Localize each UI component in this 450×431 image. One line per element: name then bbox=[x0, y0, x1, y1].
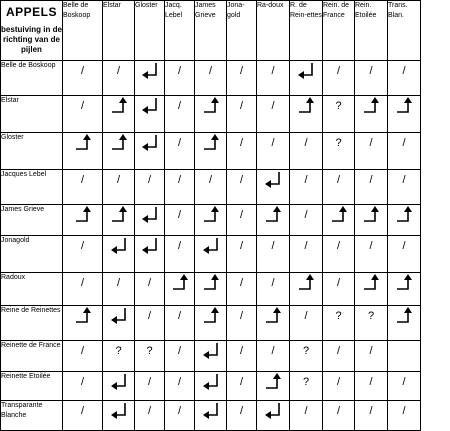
slash-mark: / bbox=[336, 240, 341, 252]
table-cell bbox=[227, 96, 257, 133]
arrow-left-icon bbox=[264, 401, 282, 419]
arrow-up-icon bbox=[74, 306, 92, 324]
column-header: Elstar bbox=[103, 1, 135, 61]
column-header: Trans. Blan. bbox=[388, 1, 421, 61]
slash-mark: / bbox=[177, 209, 182, 221]
table-row bbox=[1, 273, 421, 306]
arrow-up-icon bbox=[74, 133, 92, 151]
table-cell bbox=[290, 96, 323, 133]
table-cell bbox=[195, 133, 227, 170]
row-header: Gloster bbox=[1, 133, 63, 170]
table-cell bbox=[355, 401, 388, 431]
table-cell bbox=[355, 306, 388, 341]
arrow-left-icon bbox=[202, 372, 220, 390]
row-header: Radoux bbox=[1, 273, 63, 306]
table-cell bbox=[355, 61, 388, 96]
arrow-up-icon bbox=[202, 205, 220, 223]
slash-mark: / bbox=[336, 65, 341, 77]
arrow-up-icon bbox=[110, 96, 128, 114]
table-cell bbox=[290, 372, 323, 401]
slash-mark: / bbox=[80, 405, 85, 417]
slash-mark: / bbox=[80, 65, 85, 77]
table-cell bbox=[135, 401, 165, 431]
arrow-left-icon bbox=[202, 341, 220, 359]
arrow-left-icon bbox=[141, 61, 159, 79]
table-cell bbox=[165, 372, 195, 401]
slash-mark: / bbox=[239, 209, 244, 221]
arrow-up-icon bbox=[395, 273, 413, 291]
table-cell bbox=[227, 61, 257, 96]
slash-mark: / bbox=[239, 345, 244, 357]
table-cell bbox=[63, 401, 103, 431]
table-cell bbox=[388, 306, 421, 341]
slash-mark: / bbox=[271, 65, 275, 77]
slash-mark: / bbox=[116, 277, 121, 289]
table-cell bbox=[290, 205, 323, 236]
table-cell bbox=[103, 133, 135, 170]
table-row bbox=[1, 205, 421, 236]
slash-mark: / bbox=[271, 277, 275, 289]
slash-mark: / bbox=[177, 100, 182, 112]
slash-mark: / bbox=[147, 310, 152, 322]
table-cell bbox=[355, 236, 388, 273]
arrow-left-icon bbox=[264, 170, 282, 188]
arrow-up-icon bbox=[202, 133, 220, 151]
table-cell bbox=[323, 61, 355, 96]
table-cell bbox=[290, 273, 323, 306]
table-cell bbox=[165, 61, 195, 96]
slash-mark: / bbox=[369, 137, 373, 149]
row-header: Reinette Etoilée bbox=[1, 372, 63, 401]
table-cell bbox=[135, 372, 165, 401]
question-mark: ? bbox=[335, 100, 342, 112]
table-cell bbox=[323, 341, 355, 372]
table-cell bbox=[323, 401, 355, 431]
row-header: Reinette de France bbox=[1, 341, 63, 372]
table-cell bbox=[63, 273, 103, 306]
table-cell bbox=[63, 205, 103, 236]
table-cell bbox=[257, 236, 290, 273]
arrow-up-icon bbox=[362, 96, 380, 114]
slash-mark: / bbox=[80, 277, 85, 289]
slash-mark: / bbox=[369, 376, 373, 388]
row-header: Reine de Reinettes bbox=[1, 306, 63, 341]
arrow-up-icon bbox=[202, 273, 220, 291]
table-cell bbox=[388, 96, 421, 133]
slash-mark: / bbox=[80, 174, 85, 186]
question-mark: ? bbox=[146, 345, 153, 357]
row-header: James Grieve bbox=[1, 205, 63, 236]
table-cell bbox=[323, 170, 355, 205]
slash-mark: / bbox=[304, 209, 308, 221]
table-cell bbox=[103, 401, 135, 431]
slash-mark: / bbox=[369, 405, 373, 417]
slash-mark: / bbox=[80, 100, 85, 112]
table-body bbox=[1, 61, 421, 431]
slash-mark: / bbox=[239, 310, 244, 322]
table-cell bbox=[290, 170, 323, 205]
table-cell bbox=[165, 205, 195, 236]
slash-mark: / bbox=[177, 240, 182, 252]
slash-mark: / bbox=[336, 405, 341, 417]
table-row bbox=[1, 372, 421, 401]
column-header: R. de Rein-ettes bbox=[290, 1, 323, 61]
slash-mark: / bbox=[208, 65, 213, 77]
slash-mark: / bbox=[402, 65, 406, 77]
table-cell bbox=[165, 96, 195, 133]
arrow-left-icon bbox=[141, 133, 159, 151]
arrow-up-icon bbox=[297, 273, 315, 291]
table-row bbox=[1, 236, 421, 273]
row-header: Belle de Boskoop bbox=[1, 61, 63, 96]
table-cell bbox=[165, 170, 195, 205]
table-cell bbox=[290, 61, 323, 96]
slash-mark: / bbox=[239, 100, 244, 112]
table-cell bbox=[388, 273, 421, 306]
slash-mark: / bbox=[336, 174, 341, 186]
slash-mark: / bbox=[177, 345, 182, 357]
table-cell bbox=[323, 306, 355, 341]
row-header: Elstar bbox=[1, 96, 63, 133]
table-cell bbox=[388, 170, 421, 205]
table-cell bbox=[257, 273, 290, 306]
table-cell bbox=[323, 133, 355, 170]
table-cell bbox=[135, 96, 165, 133]
table-cell bbox=[135, 341, 165, 372]
table-cell bbox=[63, 306, 103, 341]
question-mark: ? bbox=[115, 345, 122, 357]
slash-mark: / bbox=[369, 65, 373, 77]
slash-mark: / bbox=[304, 310, 308, 322]
table-cell bbox=[388, 401, 421, 431]
table-cell bbox=[227, 372, 257, 401]
table-cell bbox=[355, 273, 388, 306]
arrow-left-icon bbox=[110, 372, 128, 390]
table-cell bbox=[165, 133, 195, 170]
arrow-left-icon bbox=[110, 401, 128, 419]
table-cell bbox=[195, 170, 227, 205]
slash-mark: / bbox=[369, 345, 373, 357]
table-cell bbox=[257, 205, 290, 236]
column-header: Belle de Boskoop bbox=[63, 1, 103, 61]
table-cell bbox=[323, 273, 355, 306]
question-mark: ? bbox=[302, 345, 310, 357]
table-cell bbox=[257, 306, 290, 341]
table-cell bbox=[63, 341, 103, 372]
slash-mark: / bbox=[239, 277, 244, 289]
table-cell bbox=[103, 341, 135, 372]
table-cell bbox=[257, 372, 290, 401]
table-cell bbox=[227, 205, 257, 236]
table-cell bbox=[103, 61, 135, 96]
table-cell bbox=[103, 170, 135, 205]
table-cell bbox=[290, 133, 323, 170]
slash-mark: / bbox=[177, 65, 182, 77]
row-header: Transparante Blanche bbox=[1, 401, 63, 431]
slash-mark: / bbox=[177, 137, 182, 149]
column-header: James Grieve bbox=[195, 1, 227, 61]
arrow-up-icon bbox=[110, 205, 128, 223]
slash-mark: / bbox=[336, 345, 341, 357]
table-row bbox=[1, 61, 421, 96]
table-cell bbox=[195, 205, 227, 236]
slash-mark: / bbox=[402, 174, 406, 186]
slash-mark: / bbox=[80, 240, 85, 252]
table-cell bbox=[195, 306, 227, 341]
table-cell bbox=[165, 236, 195, 273]
slash-mark: / bbox=[304, 137, 308, 149]
table-cell bbox=[63, 133, 103, 170]
table-cell bbox=[388, 372, 421, 401]
table-cell bbox=[290, 306, 323, 341]
slash-mark: / bbox=[271, 345, 275, 357]
row-header: Jacques Lebel bbox=[1, 170, 63, 205]
table-cell bbox=[135, 170, 165, 205]
table-cell bbox=[135, 61, 165, 96]
table-cell bbox=[195, 273, 227, 306]
table-cell bbox=[388, 61, 421, 96]
arrow-left-icon bbox=[202, 401, 220, 419]
table-cell bbox=[355, 205, 388, 236]
arrow-left-icon bbox=[110, 306, 128, 324]
slash-mark: / bbox=[80, 376, 85, 388]
slash-mark: / bbox=[80, 345, 85, 357]
table-row bbox=[1, 96, 421, 133]
table-cell bbox=[227, 273, 257, 306]
slash-mark: / bbox=[239, 405, 244, 417]
slash-mark: / bbox=[177, 310, 182, 322]
table-cell bbox=[195, 96, 227, 133]
table-row bbox=[1, 401, 421, 431]
table-cell bbox=[257, 133, 290, 170]
arrow-up-icon bbox=[202, 96, 220, 114]
question-mark: ? bbox=[335, 310, 342, 322]
arrow-left-icon bbox=[141, 96, 159, 114]
slash-mark: / bbox=[304, 240, 308, 252]
arrow-up-icon bbox=[330, 205, 348, 223]
slash-mark: / bbox=[147, 376, 152, 388]
arrow-left-icon bbox=[141, 205, 159, 223]
table-cell bbox=[195, 236, 227, 273]
table-cell bbox=[355, 372, 388, 401]
arrow-left-icon bbox=[202, 236, 220, 254]
slash-mark: / bbox=[336, 376, 341, 388]
slash-mark: / bbox=[239, 137, 244, 149]
table-subtitle: bestuiving in de richting van de pijlen bbox=[1, 25, 62, 54]
arrow-up-icon bbox=[74, 205, 92, 223]
table-cell bbox=[257, 96, 290, 133]
table-cell bbox=[388, 341, 421, 372]
slash-mark: / bbox=[177, 376, 182, 388]
slash-mark: / bbox=[369, 240, 373, 252]
table-cell bbox=[290, 401, 323, 431]
column-header: Jacq. Lebel bbox=[165, 1, 195, 61]
arrow-up-icon bbox=[362, 205, 380, 223]
table-cell bbox=[290, 341, 323, 372]
table-cell bbox=[195, 341, 227, 372]
table-cell bbox=[227, 133, 257, 170]
arrow-up-icon bbox=[202, 306, 220, 324]
table-cell bbox=[135, 133, 165, 170]
slash-mark: / bbox=[271, 240, 275, 252]
table-row bbox=[1, 133, 421, 170]
slash-mark: / bbox=[304, 174, 308, 186]
slash-mark: / bbox=[271, 100, 275, 112]
table-cell bbox=[165, 341, 195, 372]
slash-mark: / bbox=[116, 174, 121, 186]
slash-mark: / bbox=[369, 174, 373, 186]
table-cell bbox=[165, 401, 195, 431]
question-mark: ? bbox=[367, 310, 375, 322]
table-cell bbox=[63, 372, 103, 401]
slash-mark: / bbox=[304, 405, 308, 417]
table-cell bbox=[227, 236, 257, 273]
table-cell bbox=[323, 96, 355, 133]
table-cell bbox=[63, 236, 103, 273]
table-cell bbox=[388, 133, 421, 170]
arrow-left-icon bbox=[110, 236, 128, 254]
table-cell bbox=[355, 170, 388, 205]
table-row bbox=[1, 170, 421, 205]
table-cell bbox=[323, 236, 355, 273]
table-cell bbox=[388, 205, 421, 236]
table-cell bbox=[355, 96, 388, 133]
slash-mark: / bbox=[402, 137, 406, 149]
slash-mark: / bbox=[402, 240, 406, 252]
arrow-up-icon bbox=[297, 96, 315, 114]
table-cell bbox=[355, 133, 388, 170]
table-cell bbox=[257, 61, 290, 96]
table-row bbox=[1, 306, 421, 341]
arrow-up-icon bbox=[362, 273, 380, 291]
table-cell bbox=[195, 372, 227, 401]
slash-mark: / bbox=[116, 65, 121, 77]
slash-mark: / bbox=[239, 65, 244, 77]
table-cell bbox=[323, 372, 355, 401]
slash-mark: / bbox=[147, 405, 152, 417]
slash-mark: / bbox=[147, 174, 152, 186]
column-header: Rein. Etoilée bbox=[355, 1, 388, 61]
table-row bbox=[1, 341, 421, 372]
table-cell bbox=[388, 236, 421, 273]
table-cell bbox=[63, 61, 103, 96]
table-cell bbox=[135, 236, 165, 273]
column-header: Jona-gold bbox=[227, 1, 257, 61]
slash-mark: / bbox=[239, 376, 244, 388]
table-cell bbox=[257, 401, 290, 431]
column-header: Rein. de France bbox=[323, 1, 355, 61]
table-cell bbox=[195, 61, 227, 96]
slash-mark: / bbox=[402, 405, 406, 417]
arrow-up-icon bbox=[264, 306, 282, 324]
table-cell bbox=[323, 205, 355, 236]
question-mark: ? bbox=[302, 376, 310, 388]
table-cell bbox=[135, 273, 165, 306]
column-header: Gloster bbox=[135, 1, 165, 61]
table-cell bbox=[195, 401, 227, 431]
table-cell bbox=[165, 273, 195, 306]
table-cell bbox=[103, 306, 135, 341]
table-cell bbox=[257, 341, 290, 372]
table-cell bbox=[165, 306, 195, 341]
row-header: Jonagold bbox=[1, 236, 63, 273]
column-header: Ra-doux bbox=[257, 1, 290, 61]
header-row bbox=[1, 1, 421, 61]
table-title: APPELS bbox=[5, 5, 57, 19]
table-cell bbox=[63, 96, 103, 133]
table-cell bbox=[227, 306, 257, 341]
slash-mark: / bbox=[271, 137, 275, 149]
arrow-left-icon bbox=[141, 236, 159, 254]
slash-mark: / bbox=[402, 376, 406, 388]
table-cell bbox=[135, 205, 165, 236]
slash-mark: / bbox=[239, 240, 244, 252]
table-cell bbox=[103, 236, 135, 273]
arrow-up-icon bbox=[171, 273, 189, 291]
slash-mark: / bbox=[208, 174, 213, 186]
arrow-up-icon bbox=[264, 372, 282, 390]
table-cell bbox=[103, 372, 135, 401]
arrow-up-icon bbox=[110, 133, 128, 151]
table-cell bbox=[227, 170, 257, 205]
table-cell bbox=[103, 96, 135, 133]
table-cell bbox=[257, 170, 290, 205]
slash-mark: / bbox=[177, 174, 182, 186]
arrow-left-icon bbox=[297, 61, 315, 79]
arrow-up-icon bbox=[395, 306, 413, 324]
table-cell bbox=[63, 170, 103, 205]
slash-mark: / bbox=[177, 405, 182, 417]
table-cell bbox=[290, 236, 323, 273]
table-cell bbox=[227, 341, 257, 372]
slash-mark: / bbox=[147, 277, 152, 289]
arrow-up-icon bbox=[395, 96, 413, 114]
arrow-up-icon bbox=[264, 205, 282, 223]
table-cell bbox=[227, 401, 257, 431]
slash-mark: / bbox=[239, 174, 244, 186]
slash-mark: / bbox=[336, 277, 341, 289]
arrow-up-icon bbox=[395, 205, 413, 223]
table-cell bbox=[355, 341, 388, 372]
question-mark: ? bbox=[335, 137, 342, 149]
table-cell bbox=[103, 273, 135, 306]
table-cell bbox=[135, 306, 165, 341]
table-cell bbox=[103, 205, 135, 236]
corner-cell bbox=[1, 1, 63, 61]
